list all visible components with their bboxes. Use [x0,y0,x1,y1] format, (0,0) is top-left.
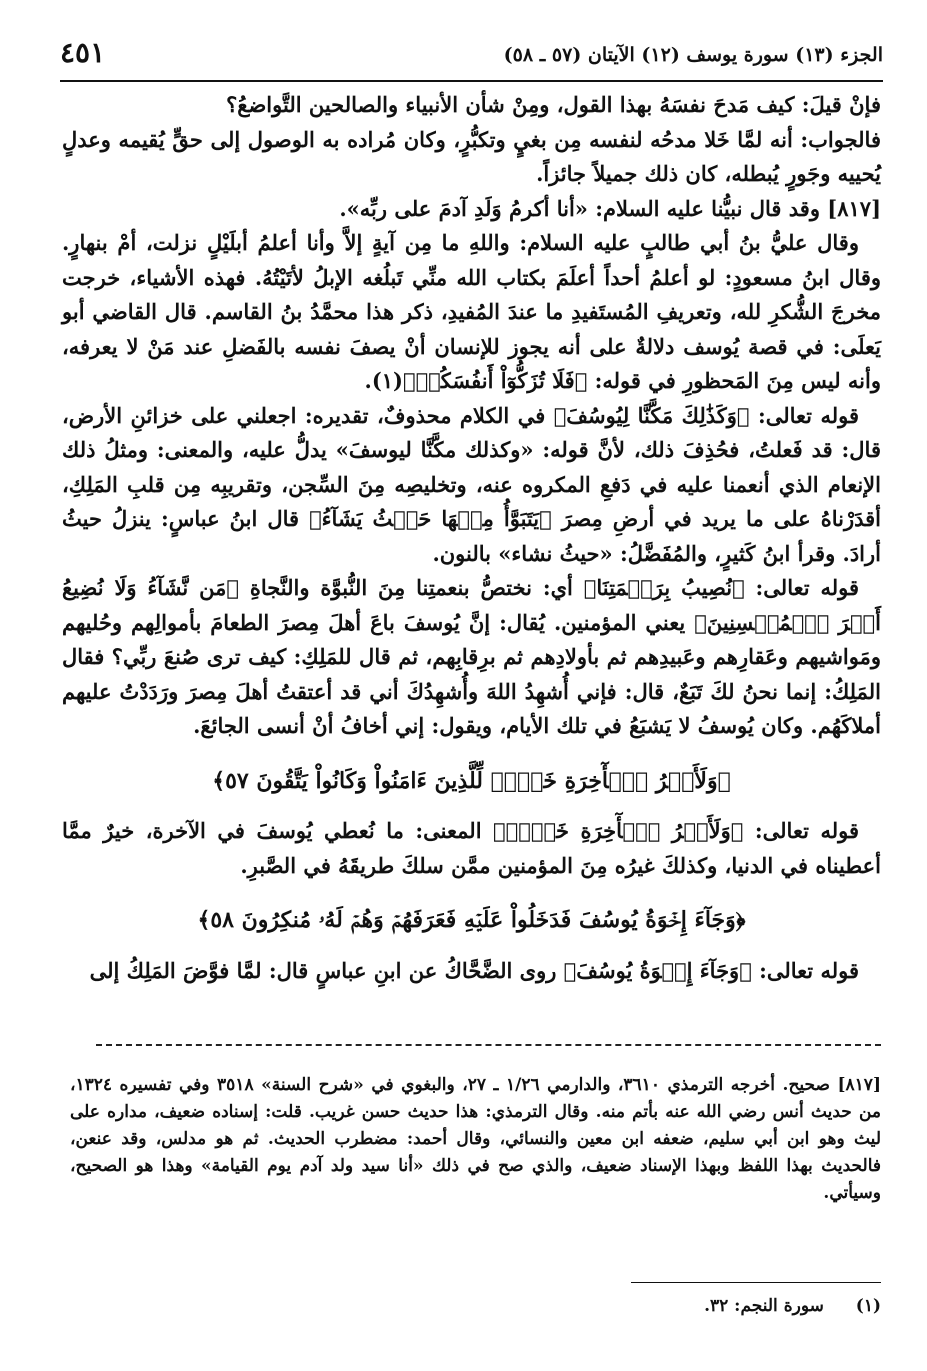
header-rule [60,80,883,82]
hadith-notes [70,1072,881,1207]
paragraph-ali-ibn-masud: وقال عليُّ بنُ أبي طالبٍ عليه السلام: واللهِ ما مِن آيةٍ إلاَّ وأنا أعلمُ أبلَيْلٍ نزلت، أمْ بنهارٍ. وقال ابنُ مسعودٍ: لو أعلمُ أحداً أعلَمَ بكتاب الله منِّي تَبلُغه الإبلُ لأتَيْتُهُ. فهذه الأشياء، خرجت مخرجَ الشُّكرِ لله، وتعريفِ المُستَفيدِ ما عندَ المُفيدِ، ذكر هذا محمَّدُ بنُ القاسم. قال القاضي أبو يَعلَى: في قصة يُوسف دلالةٌ على أنه يجوز للإنسان أنْ يصفَ نفسه بالفَضلِ عند مَنْ لا يعرفه، وأنه ليس مِنَ المَحظورِ في قوله: ﴿فَلَا تُزَكُّوٓاْ أَنفُسَكُمۡ﴾(١). [62,230,881,393]
running-title: الجزء (١٣) سورة يوسف (١٢) الآيتان (٥٧ ـ ٥٨) [503,44,883,66]
footnote-number: (١) [855,1296,881,1316]
takhrij-note: [٨١٧] صحيح. أخرجه الترمذي ٣٦١٠، والدارمي ١/٢٦ ـ ٢٧، والبغوي في «شرح السنة» ٣٥١٨ وفي تفسيره ١٣٢٤، من حديث أنس رضي الله عنه بأتم منه. وقال الترمذي: هذا حديث حسن غريب. قلت: إسناده ضعيف، مداره على ليث وهو ابن أبي سليم، ضعفه ابن معين والنسائي، وقال أحمد: مضطرب الحديث. ثم هو مدلس، وقد عنعن، فالحديث بهذا اللفظ وبهذا الإسناد ضعيف، والذي صح في ذلك «أنا سيد ولد آدم يوم القيامة» وهذا هو الصحيح، وسيأتي. [70,1075,881,1203]
main-text [62,88,881,988]
paragraph-rahma: قوله تعالى: ﴿نُصِيبُ بِرَحۡمَتِنَا﴾ أي: نختصُّ بنعمتِنا مِنَ النُّبوَّة والنَّجاةِ ﴿مَن نَّشَآءُ وَلَا نُضِيعُ أَجۡرَ ٱلۡمُحۡسِنِينَ﴾ يعني المؤمنين. يُقال: إنَّ يُوسفَ باعَ أهلَ مِصرَ الطعامَ بأموالِهم وحُليهم ومَواشيهم وعَقارِهم وعَبيدِهم ثم بأولادِهم ثم برِقابِهم، ثم قال للمَلِكِ: كيف ترى صُنعَ ربِّي؟ فقال المَلِكُ: إنما نحنُ لكَ تَبَعٌ، قال: فإني أُشهِدُ اللهَ وأُشهِدُكَ أني قد أعتقتُ أهلَ مِصرَ ورَدَدْتُ عليهم أملاكَهُم. وكان يُوسفُ لا يَشبَعُ في تلك الأيام، ويقول: إني أخافُ أنْ أنسى الجائعَ. [62,575,881,738]
footnote [70,1296,881,1316]
footnote-text: سورة النجم: ٣٢. [704,1296,824,1316]
paragraph-hadith-817: [٨١٧] وقد قال نبيُّنا عليه السلام: «أنا أكرمُ وَلَدِ آدمَ على ربِّه». [339,195,881,221]
paragraph-answer: فالجواب: أنه لمَّا خَلا مدحُه لنفسه مِن بغيٍ وتكبُّرٍ، وكان مُراده به الوصول إلى حقٍّ يُقيمه وعدلٍ يُحييه وجَورٍ يُبطله، كان ذلك جميلاً جائزاً. [62,126,881,186]
verse-58: ﴿وَجَآءَ إِخۡوَةُ يُوسُفَ فَدَخَلُواْ عَلَيۡهِ فَعَرَفَهُمۡ وَهُمۡ لَهُۥ مُنكِرُونَ ٥٨﴾ [197,907,746,933]
paragraph-verse-58-commentary: قوله تعالى: ﴿وَجَآءَ إِخۡوَةُ يُوسُفَ﴾ روى الضَّحَّاكُ عن ابنِ عباسٍ قال: لمَّا فوَّضَ المَلِكُ إلى [89,957,859,983]
page-number: ٤٥١ [60,36,106,69]
verse-57: ﴿وَلَأَجۡرُ ٱلۡأٓخِرَةِ خَيۡرٞ لِّلَّذِينَ ءَامَنُواْ وَكَانُواْ يَتَّقُونَ ٥٧﴾ [212,767,731,794]
paragraph-tamkin: قوله تعالى: ﴿وَكَذَٰلِكَ مَكَّنَّا لِيُوسُفَ﴾ في الكلام محذوفٌ، تقديره: اجعلني على خزائنِ الأرض، قال: قد فَعلتُ، فحُذِفَ ذلك، لأنَّ قوله: «وكذلك مكَّنَّا ليوسفَ» يدلُّ عليه، والمعنى: ومثلُ ذلك الإنعام الذي أنعمنا عليه في دَفعِ المكروه عنه، وتخليصِه مِنَ السِّجن، وتقريبِه مِن قلبِ المَلِكِ، أقدَرْناهُ على ما يريد في أرضِ مِصرَ ﴿يَتَبَوَّأُ مِنۡهَا حَيۡثُ يَشَآءُ﴾ قال ابنُ عباسٍ: ينزلُ حيثُ أرادَ. وقرأ ابنُ كَثيرٍ، والمُفَضَّلُ: «حيثُ نشاء» بالنون. [62,402,881,566]
notes-divider [96,1044,881,1046]
paragraph-verse-57-commentary: قوله تعالى: ﴿وَلَأَجۡرُ ٱلۡأٓخِرَةِ خَيۡرٞ﴾ المعنى: ما نُعطي يُوسفَ في الآخرة، خيرٌ ممَّا أعطيناه في الدنيا، وكذلكَ غيرُه مِنَ المؤمنين ممَّن سلكَ طريقَهُ في الصَّبرِ. [62,818,881,878]
paragraph-objection: فإنْ قيلَ: كيف مَدحَ نفسَهُ بهذا القول، ومِنْ شأن الأنبياء والصالحين التَّواضعُ؟ [226,92,881,117]
footnote-rule [631,1282,881,1283]
page-header [60,34,883,78]
